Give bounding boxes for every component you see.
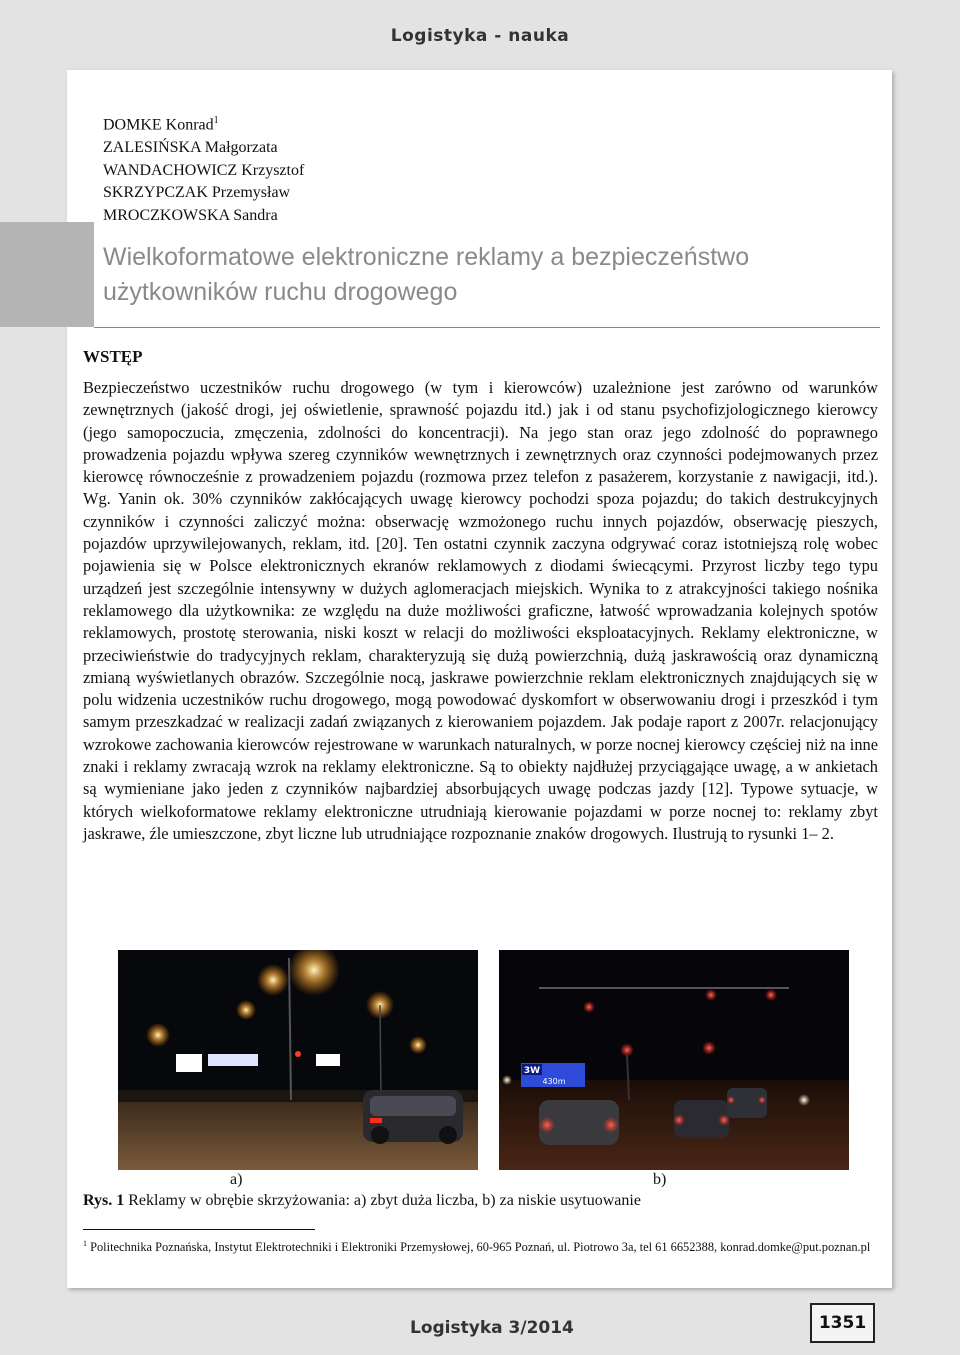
- article-title: Wielkoformatowe elektroniczne reklamy a bezpieczeństwo użytkowników ruchu drogowego: [103, 243, 750, 306]
- body-paragraph: Bezpieczeństwo uczestników ruchu drogowego (w tym i kierowców) uzależnione jest zarówno od warunków zewnętrznych (jakość drogi, jej oświetlenie, sprawność pojazdu itd.) jak i od stanu psychofizjologicznego kierowcy (jego samopoczucia, zmęczenia, zdolności do koncentracji). Na jego stan oraz jego zdolność do poprawnego prowadzenia pojazdu wpływa szereg czynników wewnętrznych i zewnętrznych oraz czynności podejmowanych przez kierowcę równocześnie z prowadzeniem pojazdu (rozmowa przez telefon z pasażerem, korzystanie z nawigacji, itd.). Wg. Yanin ok. 30% czynników zakłócających uwagę kierowcy pochodzi spoza pojazdu; do takich destrukcyjnych czynników i czynności zaliczyć można: obserwację wzmożonego ruchu innych pojazdów, obserwację pieszych, pojazdów uprzywilejowanych, reklam, itd. [20]. Ten ostatni czynnik zaczyna odgrywać coraz istotniejszą rolę wobec pojawienia się w Polsce elektronicznych ekranów reklamowych z diodami świecącymi. Przyrost liczby tego typu urządzeń jest szczególnie intensywny w dużych aglomeracjach miejskich. Wynika to z atrakcyjności takiego nośnika reklamowego dla użytkownika: ze względu na duże możliwości graficzne, łatwość wprowadzania kolejnych spotów reklamowych, prostotę sterowania, niski koszt w relacji do możliwości eksploatacyjnych. Reklamy elektroniczne, w przeciwieństwie do tradycyjnych reklam, charakteryzują się dużą powierzchnią, dużą jaskrawością oraz dynamiczną zmianą wyświetlanych obrazów. Szczególnie nocą, jaskrawe powierzchnie reklam elektronicznych znajdujących się w polu widzenia uczestników ruchu drogowego, mogą powodować dyskomfort w obserwowaniu drogi i przeszkód i tym samym przeszkadzać w realizacji zadań związanych z kierowaniem pojazdem. Jak podaje raport z 2007r. relacjonujący wzrokowe zachowania kierowców rejestrowane w warunkach naturalnych, w porze nocnej kierowcy częściej niż na inne znaki i reklamy zwracają wzrok na reklamy elektroniczne. Są to obiekty najdłużej przyciągające uwagę, a w ankietach są wymieniane jako jeden z czynników najbardziej absorbujących uwagę podczas jazdy [12]. Typowe sytuacje, w których wielkoformatowe reklamy elektroniczne utrudniają kierowanie pojazdami w porze nocnej to: reklamy zbyt jaskrawe, źle umieszczone, zbyt liczne lub utrudniające rozpoznanie znaków drogowych. Ilustrują to rysunki 1– 2.: [83, 378, 878, 843]
- page-number: 1351: [810, 1303, 875, 1343]
- footnote-separator: [83, 1229, 315, 1230]
- figure-caption-text: Reklamy w obrębie skrzyżowania: a) zbyt duża liczba, b) za niskie usytuowanie: [124, 1192, 641, 1209]
- footnote-text: Politechnika Poznańska, Instytut Elektrotechniki i Elektroniki Przemysłowej, 60-965 Poznań, ul. Piotrowo 3a, tel 61 6652388, konrad.domke@put.poznan.pl: [87, 1240, 871, 1255]
- author-name: MROCZKOWSKA Sandra: [103, 206, 278, 224]
- photo-label-a: a): [230, 1171, 243, 1188]
- author-name: WANDACHOWICZ Krzysztof: [103, 161, 305, 179]
- footnote: [83, 1236, 878, 1256]
- footnote-marker: 1: [213, 115, 219, 126]
- journal-issue-footer: Logistyka 3/2014: [410, 1318, 574, 1338]
- author-name: SKRZYPCZAK Przemysław: [103, 184, 291, 202]
- billboard-subtext: 430m: [542, 1077, 566, 1086]
- author-list: [103, 110, 304, 227]
- figure-number: Rys. 1: [83, 1192, 125, 1209]
- photo-intersection-many-ads: [118, 950, 478, 1170]
- night-road-photo-b: [499, 950, 849, 1170]
- author-name: DOMKE Konrad$^1$: [103, 115, 219, 134]
- figure-caption: [83, 1192, 641, 1210]
- billboard-text: 3W: [523, 1066, 541, 1076]
- photo-label-b: b): [653, 1171, 667, 1188]
- author-name: ZALESIŃSKA Małgorzata: [103, 138, 278, 156]
- title-side-tab: [0, 222, 94, 327]
- photo-intersection-low-ad: [499, 950, 849, 1170]
- journal-section-header: Logistyka - nauka: [390, 26, 570, 46]
- night-road-photo-a: [118, 950, 478, 1170]
- section-heading: WSTĘP: [83, 347, 143, 366]
- footnote-marker: 1: [83, 1239, 87, 1248]
